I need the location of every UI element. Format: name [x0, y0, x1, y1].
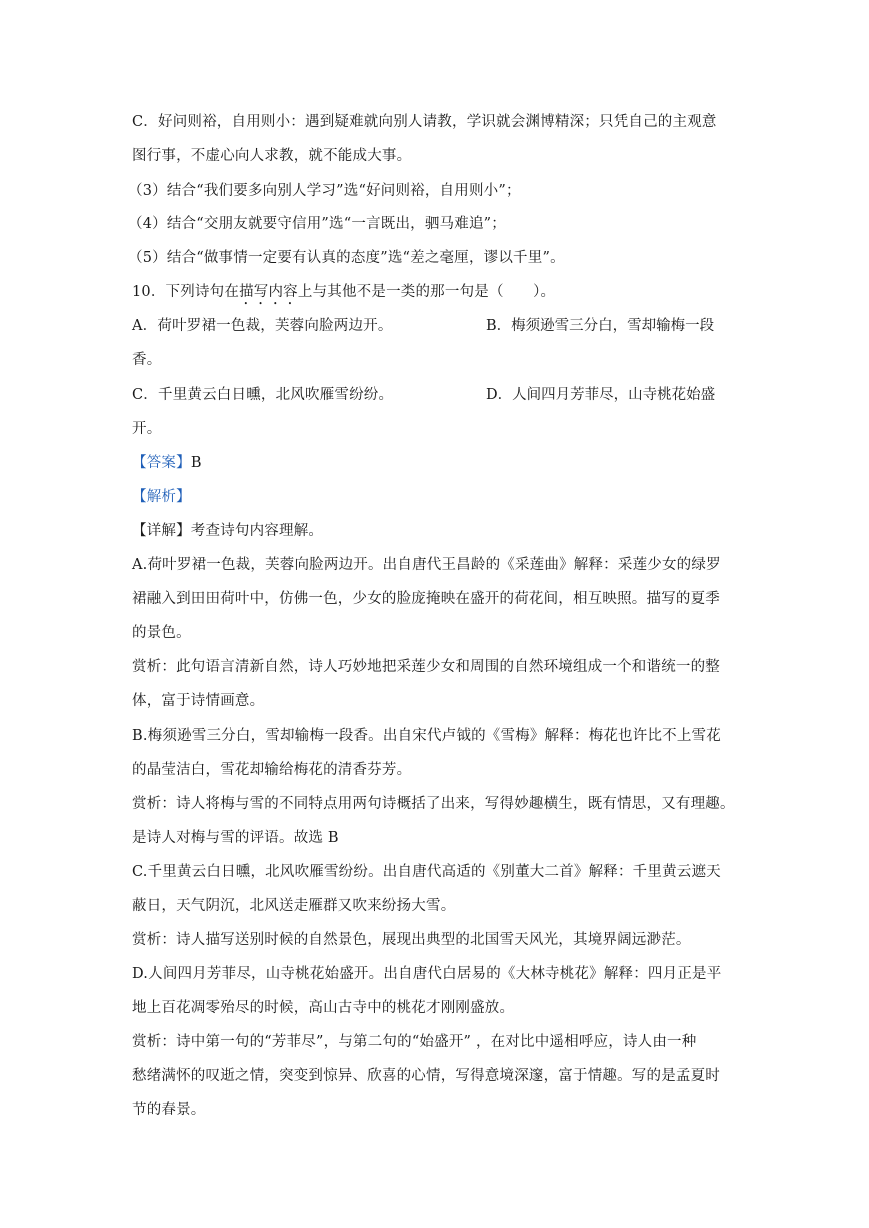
analysis-b-line-1: B.梅须逊雪三分白，雪却输梅一段香。出自宋代卢钺的《雪梅》解释：梅花也许比不上雪花: [132, 728, 721, 744]
option-b-line-2: 香。: [132, 352, 162, 368]
appreciation-a-line-2: 体，富于诗情画意。: [132, 693, 265, 709]
analysis-b-line-2: 的晶莹洁白，雪花却输给梅花的清香芬芳。: [132, 762, 412, 778]
option-d-line-1: D．人间四月芳菲尽，山寺桃花始盛: [486, 387, 716, 403]
answer-value: B: [190, 455, 202, 471]
answer-line: [132, 453, 752, 473]
analysis-a-line-1: A.荷叶罗裙一色裁，芙蓉向脸两边开。出自唐代王昌龄的《采莲曲》解释：采莲少女的绿罗: [132, 557, 721, 573]
appreciation-b-line-1: 赏析：诗人将梅与雪的不同特点用两句诗概括了出来，写得妙趣横生，既有情思，又有理趣。: [132, 796, 735, 812]
appreciation-d-line-1: 赏析：诗中第一句的“芳菲尽”，与第二句的“始盛开” ，在对比中遥相呼应，诗人由一种: [132, 1034, 697, 1050]
option-c: C．千里黄云白日曛，北风吹雁雪纷纷。: [132, 387, 394, 403]
item-4: （4）结合“交朋友就要守信用”选“一言既出，驷马难追”；: [128, 216, 506, 232]
question-10-emphasis: 描写内容: [239, 284, 298, 300]
analysis-d-line-1: D.人间四月芳菲尽，山寺桃花始盛开。出自唐代白居易的《大林寺桃花》解释：四月正是平: [132, 966, 722, 982]
question-10-text-a: 10．下列诗句在: [132, 284, 240, 300]
question-10: [132, 282, 752, 308]
item-3: （3）结合“我们要多向别人学习”选“好问则裕，自用则小”；: [128, 183, 521, 199]
item-5: （5）结合“做事情一定要有认真的态度”选“差之毫厘，谬以千里”。: [128, 250, 565, 266]
option-a: A．荷叶罗裙一色裁，芙蓉向脸两边开。: [132, 318, 393, 334]
option-c-line-2: 图行事，不虚心向人求教，就不能成大事。: [132, 148, 412, 164]
detail-line: 【详解】考查诗句内容理解。: [132, 523, 324, 539]
analysis-c-line-2: 蔽日，天气阴沉，北风送走雁群又吹来纷扬大雪。: [132, 898, 456, 914]
appreciation-d-line-3: 节的春景。: [132, 1102, 206, 1118]
question-10-text-b: 上与其他不是一类的那一句是（ ）。: [297, 284, 556, 300]
analysis-a-line-2: 裙融入到田田荷叶中，仿佛一色，少女的脸庞掩映在盛开的荷花间，相互映照。描写的夏季: [132, 591, 720, 607]
appreciation-c-line: 赏析：诗人描写送别时候的自然景色，展现出典型的北国雪天风光，其境界阔远渺茫。: [132, 932, 691, 948]
answer-tag: 【答案】: [132, 455, 191, 471]
appreciation-d-line-2: 愁绪满怀的叹逝之情，突变到惊异、欣喜的心情，写得意境深邃，富于情趣。写的是孟夏时: [132, 1068, 720, 1084]
appreciation-b-line-2: 是诗人对梅与雪的评语。故选 B: [132, 830, 339, 846]
appreciation-a-line-1: 赏析：此句语言清新自然，诗人巧妙地把采莲少女和周围的自然环境组成一个和谐统一的整: [132, 659, 720, 675]
analysis-tag: 【解析】: [132, 489, 191, 505]
analysis-a-line-3: 的景色。: [132, 625, 191, 641]
option-d-line-2: 开。: [132, 421, 162, 437]
option-c-line-1: C．好问则裕，自用则小：遇到疑难就向别人请教，学识就会渊博精深；只凭自己的主观意: [132, 114, 717, 130]
analysis-d-line-2: 地上百花凋零殆尽的时候，高山古寺中的桃花才刚刚盛放。: [132, 1000, 515, 1016]
analysis-c-line-1: C.千里黄云白日曛，北风吹雁雪纷纷。出自唐代高适的《别董大二首》解释：千里黄云遮天: [132, 864, 721, 880]
option-b-line-1: B．梅须逊雪三分白，雪却输梅一段: [486, 318, 715, 334]
